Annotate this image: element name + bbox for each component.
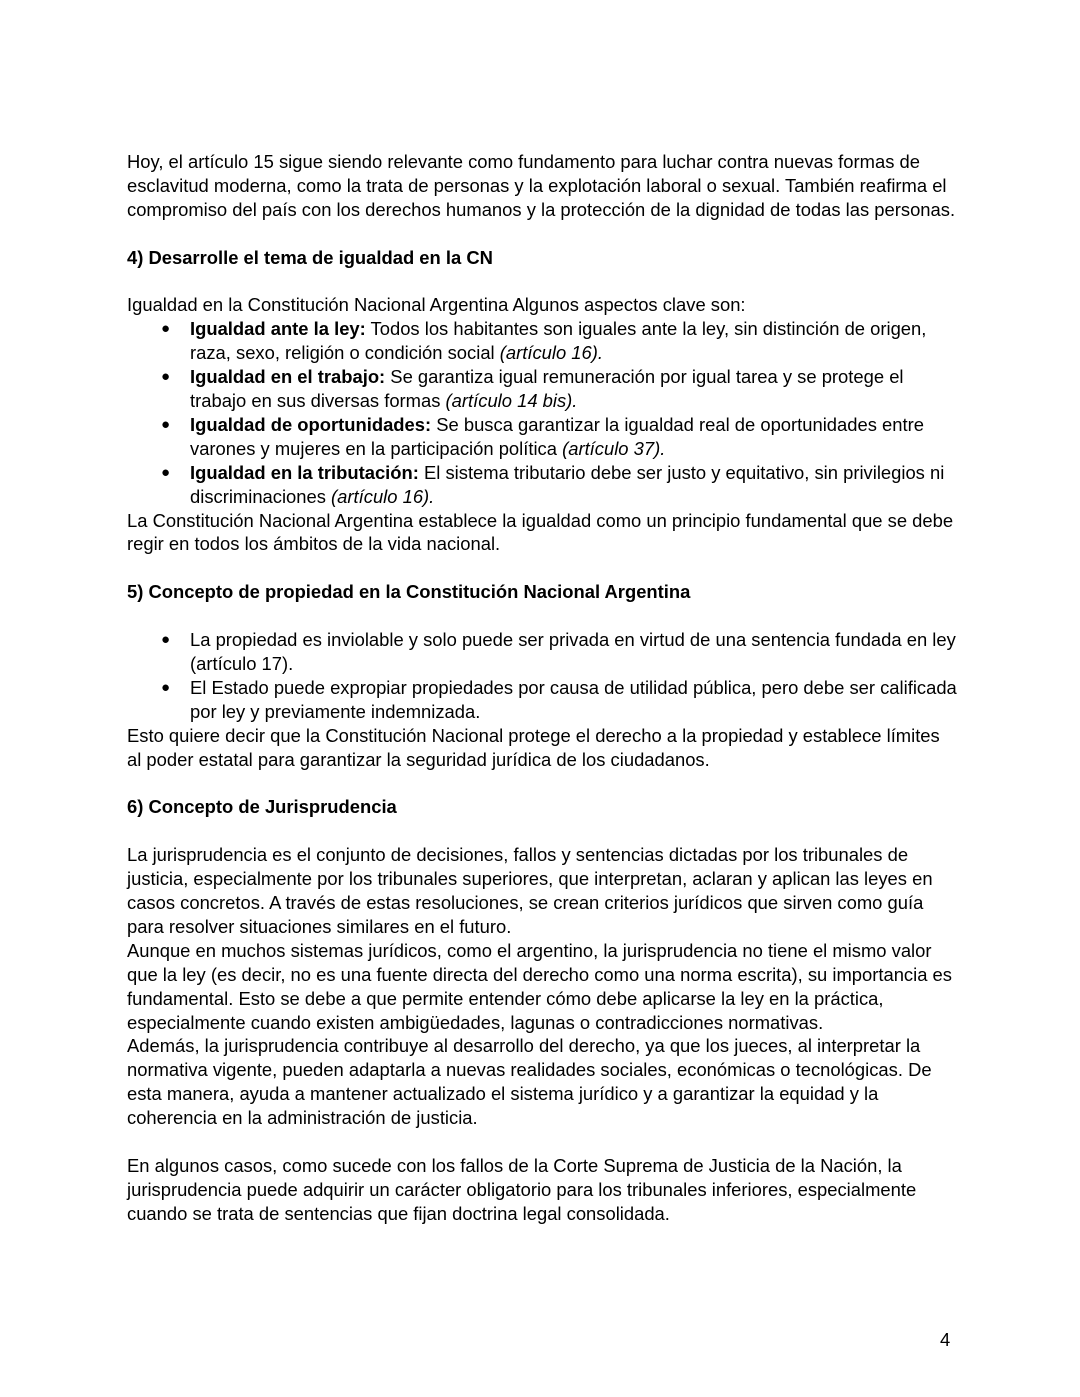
list-item-text: El sistema tributario debe ser justo y equitativo, sin privilegios ni discriminaciones: [190, 461, 945, 507]
list-item-term: Igualdad en el trabajo:: [190, 366, 386, 388]
list-item-property-expropriation: [127, 676, 957, 724]
article-reference: (artículo 37).: [562, 437, 666, 459]
page-number: 4: [940, 1329, 951, 1350]
section-6-heading: 6) Concepto de Jurisprudencia: [127, 796, 397, 818]
intro-paragraph: Hoy, el artículo 15 sigue siendo relevante como fundamento para luchar contra nuevas formas de esclavitud moderna, como la trata de personas y la explotación laboral o sexual. También reafirma el compromiso del país con los derechos humanos y la protección de la dignidad de todas las personas.: [127, 151, 956, 220]
section-5-conclusion: Esto quiere decir que la Constitución Nacional protege el derecho a la propiedad y establece límites al poder estatal para garantizar la seguridad jurídica de los ciudadanos.: [127, 724, 940, 770]
list-item-equality-taxation: [127, 461, 957, 509]
list-item-property-inviolable: [127, 628, 957, 676]
page-content: [127, 150, 957, 1226]
list-item-term: Igualdad en la tributación:: [190, 461, 419, 483]
bullet-icon: ●: [161, 320, 171, 338]
list-item-term: Igualdad ante la ley:: [190, 318, 366, 340]
bullet-icon: ●: [161, 463, 171, 481]
list-item-text: Se busca garantizar la igualdad real de oportunidades entre varones y mujeres en la participación política: [190, 413, 924, 459]
list-item-equality-law: [127, 317, 957, 365]
list-item-term: Igualdad de oportunidades:: [190, 413, 432, 435]
bullet-icon: ●: [161, 415, 171, 433]
section-6-paragraph-2: Aunque en muchos sistemas jurídicos, como el argentino, la jurisprudencia no tiene el mismo valor que la ley (es decir, no es una fuente directa del derecho como una norma escrita), su importancia es fundamental. Esto se debe a que permite entender cómo debe aplicarse la ley en la práctica, especialmente cuando existen ambigüedades, lagunas o contradicciones normativas.: [127, 939, 952, 1033]
article-reference: (artículo 14 bis).: [445, 390, 578, 412]
article-reference: (artículo 16).: [331, 485, 435, 507]
list-item-text: La propiedad es inviolable y solo puede ser privada en virtud de una sentencia fundada en ley (artículo 17).: [190, 629, 956, 674]
bullet-icon: ●: [161, 678, 171, 696]
list-item-text: El Estado puede expropiar propiedades por causa de utilidad pública, pero debe ser calificada por ley y previamente indemnizada.: [190, 676, 957, 722]
section-6-paragraph-1: La jurisprudencia es el conjunto de decisiones, fallos y sentencias dictadas por los tribunales de justicia, especialmente por los tribunales superiores, que interpretan, aclaran y aplican las leyes en casos concretos. A través de estas resoluciones, se crean criterios jurídicos que sirven como guía para resolver situaciones similares en el futuro.: [127, 844, 933, 937]
article-reference: (artículo 16).: [499, 342, 603, 364]
section-6-paragraph-3: Además, la jurisprudencia contribuye al desarrollo del derecho, ya que los jueces, al interpretar la normativa vigente, pueden adaptarla a nuevas realidades sociales, económicas o tecnológicas. De esta manera, ayuda a mantener actualizado el sistema jurídico y a garantizar la equidad y la coherencia en la administración de justicia.: [127, 1035, 932, 1129]
section-5-heading: 5) Concepto de propiedad en la Constitución Nacional Argentina: [127, 581, 691, 603]
section-4-conclusion: La Constitución Nacional Argentina establece la igualdad como un principio fundamental que se debe regir en todos los ámbitos de la vida nacional.: [127, 509, 954, 555]
bullet-icon: ●: [161, 368, 171, 386]
list-item-equality-work: [127, 365, 957, 413]
list-item-text: Todos los habitantes son iguales ante la ley, sin distinción de origen, raza, sexo, religión o condición social: [190, 318, 927, 364]
section-6-final-paragraph: En algunos casos, como sucede con los fallos de la Corte Suprema de Justicia de la Nación, la jurisprudencia puede adquirir un carácter obligatorio para los tribunales inferiores, especialmente cuando se trata de sentencias que fijan doctrina legal consolidada.: [127, 1154, 917, 1224]
list-item-equality-opportunities: [127, 413, 957, 461]
list-item-text: Se garantiza igual remuneración por igual tarea y se protege el trabajo en sus diversas formas: [190, 366, 904, 412]
equality-list: [127, 317, 957, 508]
section-4-heading: 4) Desarrolle el tema de igualdad en la CN: [127, 246, 493, 268]
bullet-icon: ●: [161, 631, 171, 649]
property-list: [127, 628, 957, 724]
section-4-intro: Igualdad en la Constitución Nacional Argentina Algunos aspectos clave son:: [127, 294, 746, 316]
